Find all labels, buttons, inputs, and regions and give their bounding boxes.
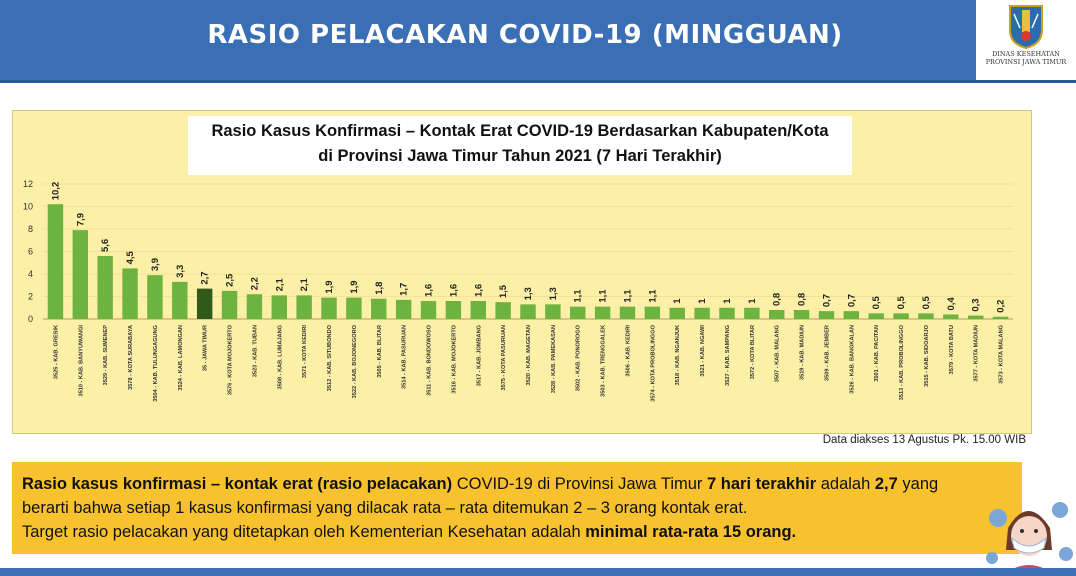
x-category-label: 3513 - KAB. PROBOLINGGO	[899, 325, 906, 401]
bar	[943, 315, 958, 320]
x-category-label: 3514 - KAB. PASURUAN	[401, 325, 408, 389]
x-category-label: 3579 - KOTA BATU	[948, 325, 955, 375]
bar	[321, 298, 336, 319]
bar	[495, 302, 510, 319]
bar	[918, 313, 933, 319]
x-category-label: 35 - JAWA TIMUR	[202, 325, 209, 372]
bar-value-label: 1,8	[373, 281, 385, 295]
bar	[172, 282, 187, 319]
logo-text-line1: DINAS KESEHATAN	[992, 50, 1060, 58]
bar-value-label: 1,5	[498, 284, 510, 299]
x-category-label: 3523 - KAB. TUBAN	[252, 325, 259, 378]
note-text-c: yang	[897, 475, 939, 493]
bar	[147, 275, 162, 319]
bar-value-label: 1,3	[547, 287, 559, 301]
x-category-label: 3505 - KAB. BLITAR	[376, 325, 383, 378]
bar-value-label: 1,1	[622, 289, 634, 303]
bar-value-label: 1,9	[348, 280, 360, 294]
bar	[272, 295, 287, 319]
x-category-label: 3503 - KAB. TRENGGALEK	[600, 325, 607, 397]
note-bold-period: 7 hari terakhir	[707, 475, 817, 493]
bar-value-label: 0,7	[846, 293, 858, 308]
bar	[868, 313, 883, 319]
y-tick-label: 2	[27, 291, 33, 302]
bar-value-label: 1	[697, 298, 709, 304]
x-category-label: 3522 - KAB. BOJONEGORO	[351, 325, 358, 399]
bar-value-label: 0,5	[896, 296, 908, 310]
bar	[296, 295, 311, 319]
x-category-label: 3528 - KAB. PAMEKASAN	[550, 325, 557, 394]
bar-value-label: 1,7	[398, 282, 410, 296]
x-category-label: 3519 - KAB. MADIUN	[799, 325, 806, 381]
x-category-label: 3504 - KAB. TULUNGAGUNG	[152, 325, 159, 402]
bar	[197, 289, 212, 319]
bar	[968, 316, 983, 319]
bar-value-label: 0,5	[920, 296, 932, 310]
bar	[247, 294, 262, 319]
bar-value-label: 1,1	[647, 289, 659, 303]
bar-value-label: 5,6	[100, 238, 112, 252]
bar-value-label: 1,1	[597, 289, 609, 303]
bar	[570, 307, 585, 319]
bar	[819, 311, 834, 319]
data-source-caption: Data diakses 13 Agustus Pk. 15.00 WIB	[822, 434, 1026, 446]
bar	[794, 310, 809, 319]
bar	[346, 298, 361, 319]
bar-value-label: 1,6	[473, 283, 485, 297]
bar	[396, 300, 411, 319]
x-category-label: 3573 - KOTA MALANG	[998, 325, 1005, 384]
x-category-label: 3510 - KAB. BANYUWANGI	[78, 325, 85, 397]
x-category-label: 3571 - KOTA KEDIRI	[302, 325, 309, 379]
x-category-label: 3572 - KOTA BLITAR	[749, 325, 756, 380]
bar-value-label: 0,3	[970, 298, 982, 312]
bar-value-label: 1	[721, 298, 733, 304]
x-category-label: 3526 - KAB. BANGKALAN	[849, 325, 856, 394]
x-category-label: 3524 - KAB. LAMONGAN	[177, 325, 184, 391]
note-line2: berarti bahwa setiap 1 kasus konfirmasi yang dilacak rata – rata ditemukan 2 – 3 orang kontak erat.	[22, 499, 748, 517]
note-line3	[22, 520, 1022, 544]
x-category-label: 3577 - KOTA MADIUN	[973, 325, 980, 382]
bar	[893, 313, 908, 319]
bar	[744, 308, 759, 319]
bar	[694, 308, 709, 319]
bar	[446, 301, 461, 319]
jatim-emblem-icon	[976, 0, 1076, 50]
bar-value-label: 2,1	[274, 278, 286, 292]
y-tick-label: 6	[27, 246, 33, 257]
bar-value-label: 0,2	[995, 299, 1007, 313]
note-line1	[22, 472, 1022, 496]
bar-value-label: 1,9	[324, 280, 336, 294]
note-bold-value: 2,7	[874, 475, 898, 493]
x-category-label: 3529 - KAB. SUMENEP	[103, 325, 110, 386]
bar-value-label: 2,2	[249, 277, 261, 291]
bar	[844, 311, 859, 319]
x-category-label: 3527 - KAB. SAMPANG	[724, 325, 731, 386]
bar	[421, 301, 436, 319]
bar	[48, 204, 63, 319]
x-category-label: 3508 - KAB. LUMAJANG	[277, 325, 284, 390]
masked-girl-mascot-icon	[982, 488, 1074, 576]
bar	[73, 230, 88, 319]
summary-note	[12, 462, 1022, 554]
bar-value-label: 0,8	[771, 292, 783, 306]
y-tick-label: 10	[22, 201, 33, 212]
bar-value-label: 1,1	[572, 289, 584, 303]
page-title: RASIO PELACAKAN COVID-19 (MINGGUAN)	[207, 20, 843, 50]
x-category-label: 3507 - KAB. MALANG	[774, 325, 781, 383]
bar	[122, 268, 137, 319]
x-category-label: 3515 - KAB. SIDOARJO	[923, 325, 930, 387]
x-category-label: 3501 - KAB. PACITAN	[874, 325, 881, 382]
x-category-label: 3578 - KOTA SURABAYA	[128, 325, 135, 390]
bar-value-label: 1	[672, 298, 684, 304]
x-category-label: 3516 - KAB. MOJOKERTO	[451, 325, 458, 394]
bar-value-label: 1,3	[523, 287, 534, 301]
bar	[545, 304, 560, 319]
chart-title	[188, 116, 852, 175]
note-text-a: COVID-19 di Provinsi Jawa Timur	[452, 475, 708, 493]
note-text-b: adalah	[816, 475, 875, 493]
bar-value-label: 2,1	[299, 278, 311, 292]
bar-value-label: 0,5	[871, 296, 883, 310]
x-category-label: 3576 - KOTA MOJOKERTO	[227, 325, 234, 396]
note-text-target: Target rasio pelacakan yang ditetapkan oleh Kementerian Kesehatan adalah	[22, 523, 586, 541]
bar	[595, 307, 610, 319]
x-category-label: 3518 - KAB. NGANJUK	[675, 325, 682, 386]
footer-strip	[0, 568, 1076, 576]
bar-value-label: 4,5	[125, 251, 137, 265]
x-category-label: 3512 - KAB. SITUBONDO	[327, 325, 334, 392]
bar	[520, 304, 535, 319]
y-tick-label: 12	[22, 179, 33, 189]
bar	[471, 301, 486, 319]
bar-value-label: 3,9	[149, 257, 161, 272]
bar	[371, 299, 386, 319]
bar	[620, 307, 635, 319]
page-header	[0, 0, 1076, 83]
dinkes-logo	[976, 0, 1076, 80]
x-category-label: 3575 - KOTA PASURUAN	[501, 324, 508, 391]
x-category-label: 3520 - KAB. MAGETAN	[526, 325, 532, 386]
bar-value-label: 0,4	[945, 297, 957, 311]
bar	[222, 291, 237, 319]
bar-value-label: 2,5	[224, 273, 236, 287]
bar	[97, 256, 112, 319]
bar-value-label: 0,8	[796, 292, 808, 306]
x-category-label: 3574 - KOTA PROBOLINGGO	[650, 325, 657, 402]
logo-text-line2: PROVINSI JAWA TIMUR	[985, 58, 1067, 66]
note-bold-term: Rasio kasus konfirmasi – kontak erat (rasio pelacakan)	[22, 475, 453, 493]
bar-value-label: 0,7	[821, 293, 833, 308]
bar	[719, 308, 734, 319]
y-tick-label: 0	[27, 314, 33, 324]
x-category-label: 3521 - KAB. NGAWI	[700, 325, 707, 377]
bar-value-label: 1	[746, 298, 758, 304]
chart-title-line2: di Provinsi Jawa Timur Tahun 2021 (7 Hari Terakhir)	[318, 147, 722, 165]
x-category-label: 3525 - KAB. GRESIK	[53, 325, 60, 380]
x-category-label: 3509 - KAB. JEMBER	[824, 325, 831, 381]
bar-value-label: 7,9	[75, 212, 87, 227]
bar-value-label: 3,3	[174, 264, 186, 278]
bar	[769, 310, 784, 319]
x-category-label: 3511 - KAB. BONDOWOSO	[426, 325, 433, 396]
note-bold-target: minimal rata-rata 15 orang.	[585, 523, 797, 541]
bar-value-label: 1,6	[423, 283, 435, 297]
y-tick-label: 8	[27, 224, 33, 234]
bar-value-label: 1,6	[448, 283, 460, 297]
chart-title-line1: Rasio Kasus Konfirmasi – Kontak Erat COVID-19 Berdasarkan Kabupaten/Kota	[211, 122, 829, 140]
x-category-label: 3506 - KAB. KEDIRI	[625, 325, 632, 377]
x-category-label: 3502 - KAB. PONOROGO	[575, 325, 582, 392]
bar	[670, 308, 685, 319]
x-category-label: 3517 - KAB. JOMBANG	[476, 325, 483, 387]
y-tick-label: 4	[27, 269, 33, 279]
bar	[645, 307, 660, 319]
bar-value-label: 10,2	[50, 181, 62, 201]
bar-value-label: 2,7	[199, 271, 211, 285]
bar	[993, 317, 1008, 319]
